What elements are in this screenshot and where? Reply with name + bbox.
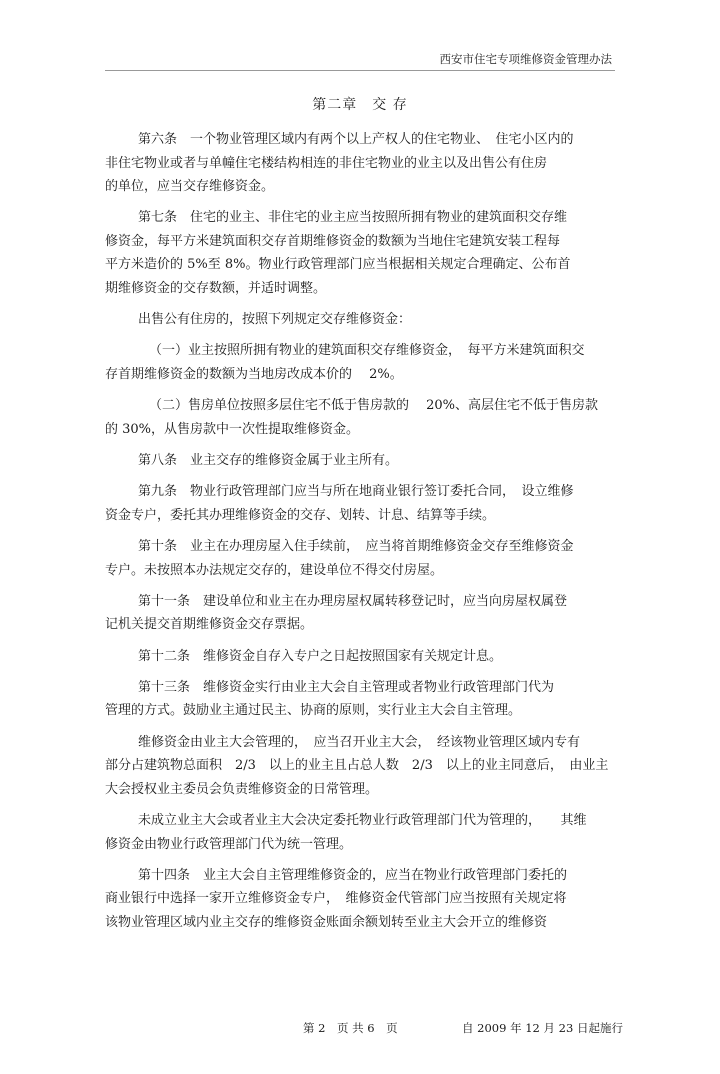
- chapter-title: 第二章 交 存: [312, 97, 408, 113]
- text-line: 部分占建筑物总面积 2/3 以上的业主且占总人数 2/3 以上的业主同意后， 由业主: [105, 758, 609, 774]
- text-line: 第十四条 业主大会自主管理维修资金的，应当在物业行政管理部门委托的: [138, 867, 568, 883]
- text-line: 出售公有住房的，按照下列规定交存维修资金：: [138, 312, 412, 328]
- text-line: 第六条 一个物业管理区域内有两个以上产权人的住宅物业、 住宅小区内的: [138, 132, 574, 147]
- text-line: 维修资金由业主大会管理的， 应当召开业主大会， 经该物业管理区域内专有: [138, 734, 581, 750]
- text-line: 该物业管理区域内业主交存的维修资金账面余额划转至业主大会开立的维修资: [105, 914, 548, 930]
- paragraph: [105, 645, 615, 669]
- paragraph: [105, 535, 615, 582]
- running-header: 西安市住宅专项维修资金管理办法: [439, 52, 612, 66]
- text-line: 第十一条 建设单位和业主在办理房屋权属转移登记时，应当向房屋权属登: [138, 593, 568, 609]
- text-line: 未成立业主大会或者业主大会决定委托物业行政管理部门代为管理的， 其维: [138, 813, 587, 829]
- text-line: （二）售房单位按照多层住宅不低于售房款的 20%、高层住宅不低于售房款: [149, 398, 599, 414]
- paragraph: [105, 206, 615, 300]
- text-line: 第七条 住宅的业主、非住宅的业主应当按照所拥有物业的建筑面积交存维: [138, 210, 568, 226]
- text-line: 期维修资金的交存数额，并适时调整。: [105, 280, 327, 296]
- text-line: 第十二条 维修资金自存入专户之日起按照国家有关规定计息。: [138, 648, 503, 664]
- paragraph: [105, 731, 615, 802]
- text-line: 管理的方式。鼓励业主通过民主、协商的原则，实行业主大会自主管理。: [105, 703, 522, 719]
- text-line: 专户。未按照本办法规定交存的，建设单位不得交付房屋。: [105, 562, 444, 578]
- paragraph: [105, 590, 615, 637]
- text-line: 记机关提交首期维修资金交存票据。: [105, 617, 314, 633]
- text-line: 修资金由物业行政管理部门代为统一管理。: [105, 836, 353, 852]
- paragraph: [105, 128, 615, 199]
- paragraph: [105, 809, 615, 856]
- text-line: （一）业主按照所拥有物业的建筑面积交存维修资金， 每平方米建筑面积交: [149, 343, 585, 359]
- text-line: 商业银行中选择一家开立维修资金专户， 维修资金代管部门应当按照有关规定将: [105, 891, 567, 907]
- paragraph: [105, 449, 615, 473]
- text-line: 的单位，应当交存维修资金。: [105, 179, 275, 194]
- text-line: 存首期维修资金的数额为当地房改成本价的 2%。: [105, 366, 403, 382]
- text-line: 第八条 业主交存的维修资金属于业主所有。: [138, 452, 399, 468]
- document-body: [105, 128, 615, 942]
- text-line: 第九条 物业行政管理部门应当与所在地商业银行签订委托合同， 设立维修: [138, 484, 574, 500]
- text-line: 大会授权业主委员会负责维修资金的日常管理。: [105, 781, 379, 797]
- paragraph: [105, 480, 615, 527]
- header-divider: [105, 70, 615, 71]
- paragraph: [105, 308, 615, 332]
- paragraph: [105, 676, 615, 723]
- paragraph: [105, 339, 615, 386]
- text-line: 平方米造价的 5%至 8%。物业行政管理部门应当根据相关规定合理确定、公布首: [105, 257, 571, 273]
- text-line: 的 30%，从售房款中一次性提取维修资金。: [105, 421, 360, 437]
- text-line: 第十三条 维修资金实行由业主大会自主管理或者物业行政管理部门代为: [138, 679, 555, 695]
- paragraph: [105, 864, 615, 935]
- effective-date: 自 2009 年 12 月 23 日起施行: [462, 1021, 623, 1035]
- text-line: 第十条 业主在办理房屋入住手续前， 应当将首期维修资金交存至维修资金: [138, 539, 574, 555]
- text-line: 修资金，每平方米建筑面积交存首期维修资金的数额为当地住宅建筑安装工程每: [105, 233, 561, 249]
- text-line: 资金专户，委托其办理维修资金的交存、划转、计息、结算等手续。: [105, 507, 496, 523]
- text-line: 非住宅物业或者与单幢住宅楼结构相连的非住宅物业的业主以及出售公有住房: [105, 155, 548, 171]
- paragraph: [105, 394, 615, 441]
- page-number: 第 2 页 共 6 页: [303, 1021, 398, 1035]
